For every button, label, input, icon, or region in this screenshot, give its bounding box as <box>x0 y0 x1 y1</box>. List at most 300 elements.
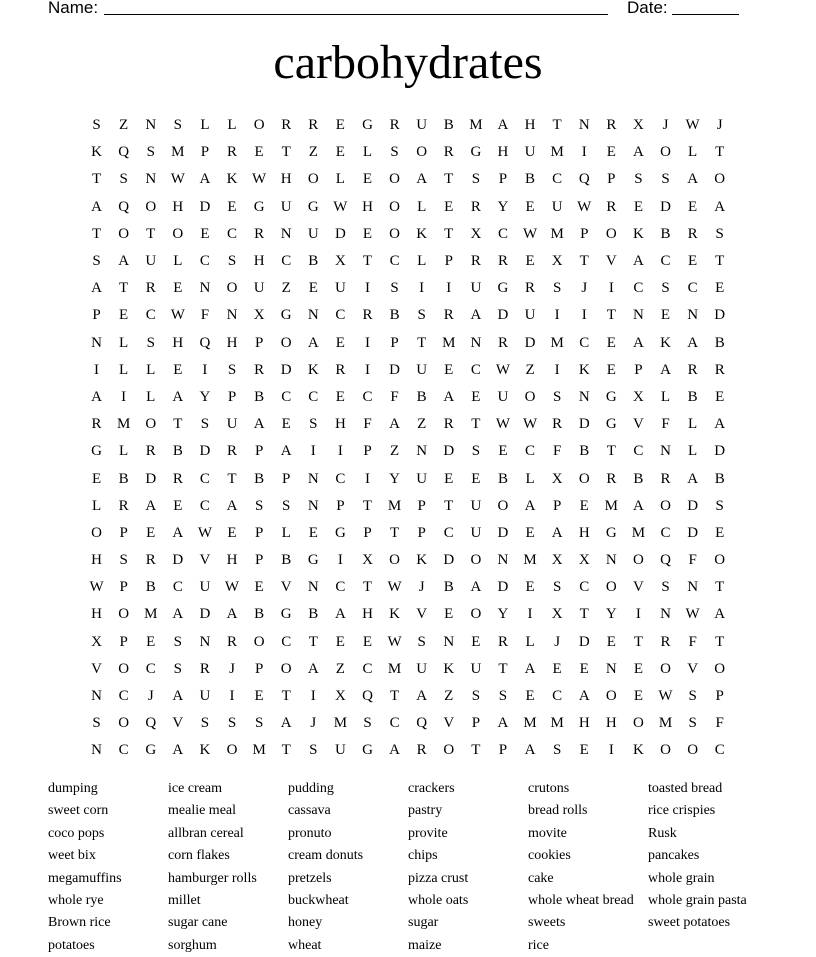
grid-letter[interactable]: N <box>91 334 102 351</box>
grid-letter[interactable]: S <box>92 117 101 134</box>
grid-letter[interactable]: V <box>280 579 292 596</box>
grid-letter[interactable]: M <box>523 552 537 569</box>
grid-letter[interactable]: L <box>227 117 237 134</box>
grid-letter[interactable]: O <box>660 660 671 677</box>
grid-letter[interactable]: O <box>145 198 157 215</box>
grid-letter[interactable]: Z <box>335 660 345 677</box>
grid-letter[interactable]: X <box>334 688 346 705</box>
grid-letter[interactable]: R <box>335 361 346 378</box>
grid-letter[interactable]: C <box>633 280 644 297</box>
grid-letter[interactable]: I <box>608 742 614 759</box>
grid-letter[interactable]: T <box>173 416 183 433</box>
grid-letter[interactable]: T <box>579 253 589 270</box>
grid-letter[interactable]: V <box>633 416 644 433</box>
grid-letter[interactable]: P <box>119 633 128 650</box>
grid-letter[interactable]: I <box>94 361 100 378</box>
grid-letter[interactable]: T <box>633 633 643 650</box>
grid-letter[interactable]: G <box>145 742 157 759</box>
grid-letter[interactable]: O <box>416 144 428 161</box>
grid-letter[interactable]: P <box>282 470 291 487</box>
grid-letter[interactable]: A <box>524 660 536 677</box>
grid-letter[interactable]: G <box>280 606 292 623</box>
grid-letter[interactable]: S <box>661 280 670 297</box>
grid-letter[interactable]: S <box>471 443 481 460</box>
grid-letter[interactable]: B <box>579 443 590 460</box>
grid-letter[interactable]: C <box>579 334 590 351</box>
grid-letter[interactable]: O <box>280 660 292 677</box>
grid-letter[interactable]: T <box>281 144 291 161</box>
grid-letter[interactable]: S <box>417 307 426 324</box>
grid-letter[interactable]: O <box>633 552 644 569</box>
grid-letter[interactable]: S <box>254 715 264 732</box>
grid-letter[interactable]: S <box>92 253 101 270</box>
grid-letter[interactable]: F <box>661 416 670 433</box>
grid-letter[interactable]: L <box>146 361 156 378</box>
grid-letter[interactable]: T <box>498 660 508 677</box>
grid-letter[interactable]: U <box>416 361 428 378</box>
grid-letter[interactable]: I <box>527 606 533 623</box>
grid-letter[interactable]: O <box>91 524 102 541</box>
grid-letter[interactable]: P <box>498 171 508 188</box>
grid-letter[interactable]: M <box>631 524 646 541</box>
grid-letter[interactable]: D <box>714 307 726 324</box>
grid-letter[interactable]: W <box>495 416 511 433</box>
grid-letter[interactable]: W <box>224 579 240 596</box>
grid-letter[interactable]: P <box>715 688 724 705</box>
grid-letter[interactable]: E <box>579 497 589 514</box>
grid-letter[interactable]: E <box>308 524 318 541</box>
grid-letter[interactable]: S <box>173 660 182 677</box>
grid-letter[interactable]: H <box>524 117 536 134</box>
grid-letter[interactable]: S <box>227 715 237 732</box>
grid-letter[interactable]: A <box>389 742 400 759</box>
grid-letter[interactable]: L <box>335 171 345 188</box>
grid-letter[interactable]: P <box>580 225 589 242</box>
grid-letter[interactable]: B <box>308 253 319 270</box>
grid-letter[interactable]: A <box>714 416 726 433</box>
grid-letter[interactable]: E <box>200 225 210 242</box>
grid-letter[interactable]: S <box>119 171 128 188</box>
grid-letter[interactable]: U <box>416 660 428 677</box>
grid-letter[interactable]: S <box>254 497 264 514</box>
grid-letter[interactable]: P <box>227 388 237 405</box>
grid-letter[interactable]: A <box>633 253 644 270</box>
grid-letter[interactable]: Q <box>145 715 157 732</box>
grid-letter[interactable]: T <box>362 579 373 596</box>
grid-letter[interactable]: F <box>363 416 372 433</box>
grid-letter[interactable]: X <box>633 388 644 405</box>
grid-letter[interactable]: L <box>688 416 698 433</box>
grid-letter[interactable]: G <box>605 416 617 433</box>
grid-letter[interactable]: S <box>309 742 318 759</box>
grid-letter[interactable]: P <box>471 715 481 732</box>
grid-letter[interactable]: S <box>552 388 562 405</box>
grid-letter[interactable]: C <box>362 660 373 677</box>
grid-letter[interactable]: E <box>660 307 671 324</box>
grid-letter[interactable]: G <box>91 443 102 460</box>
grid-letter[interactable]: J <box>554 633 561 650</box>
grid-letter[interactable]: Q <box>199 334 211 351</box>
grid-letter[interactable]: X <box>91 633 102 650</box>
grid-letter[interactable]: A <box>524 742 536 759</box>
grid-letter[interactable]: G <box>280 307 292 324</box>
grid-letter[interactable]: A <box>687 334 699 351</box>
grid-letter[interactable]: O <box>714 171 726 188</box>
grid-letter[interactable]: F <box>715 715 724 732</box>
grid-letter[interactable]: R <box>199 660 210 677</box>
grid-letter[interactable]: S <box>688 715 697 732</box>
grid-letter[interactable]: I <box>419 280 425 297</box>
grid-letter[interactable]: E <box>688 253 698 270</box>
grid-letter[interactable]: R <box>118 497 129 514</box>
grid-letter[interactable]: U <box>470 497 482 514</box>
grid-letter[interactable]: S <box>390 144 399 161</box>
grid-letter[interactable]: I <box>364 334 370 351</box>
grid-letter[interactable]: R <box>416 742 427 759</box>
grid-letter[interactable]: J <box>229 660 235 677</box>
grid-letter[interactable]: F <box>688 552 697 569</box>
grid-letter[interactable]: E <box>335 334 345 351</box>
grid-letter[interactable]: L <box>173 253 183 270</box>
grid-letter[interactable]: S <box>227 361 237 378</box>
grid-letter[interactable]: O <box>307 171 319 188</box>
grid-letter[interactable]: E <box>715 388 725 405</box>
grid-letter[interactable]: A <box>578 688 590 705</box>
grid-letter[interactable]: R <box>254 225 265 242</box>
grid-letter[interactable]: G <box>470 144 482 161</box>
grid-letter[interactable]: Y <box>497 198 509 215</box>
grid-letter[interactable]: V <box>172 715 184 732</box>
grid-letter[interactable]: R <box>525 280 536 297</box>
grid-letter[interactable]: O <box>145 416 157 433</box>
grid-letter[interactable]: Q <box>362 688 373 705</box>
grid-letter[interactable]: T <box>552 117 562 134</box>
grid-letter[interactable]: A <box>687 171 699 188</box>
grid-letter[interactable]: S <box>282 497 291 514</box>
grid-letter[interactable]: K <box>389 606 400 623</box>
grid-letter[interactable]: E <box>715 524 725 541</box>
grid-letter[interactable]: H <box>578 715 590 732</box>
grid-letter[interactable]: C <box>281 633 292 650</box>
grid-letter[interactable]: G <box>362 742 373 759</box>
grid-letter[interactable]: L <box>417 253 427 270</box>
grid-letter[interactable]: R <box>552 416 563 433</box>
grid-letter[interactable]: P <box>336 497 345 514</box>
grid-letter[interactable]: C <box>497 225 508 242</box>
grid-letter[interactable]: Z <box>308 144 318 161</box>
grid-letter[interactable]: A <box>118 253 130 270</box>
grid-letter[interactable]: U <box>253 280 265 297</box>
grid-letter[interactable]: M <box>333 715 348 732</box>
grid-letter[interactable]: E <box>606 361 616 378</box>
grid-letter[interactable]: W <box>685 606 700 623</box>
grid-letter[interactable]: O <box>389 171 400 188</box>
grid-letter[interactable]: L <box>91 497 102 514</box>
grid-letter[interactable]: A <box>172 524 184 541</box>
grid-letter[interactable]: K <box>416 225 428 242</box>
grid-letter[interactable]: H <box>362 606 373 623</box>
grid-letter[interactable]: X <box>470 225 482 242</box>
grid-letter[interactable]: X <box>334 253 346 270</box>
grid-letter[interactable]: R <box>91 416 102 433</box>
grid-letter[interactable]: A <box>389 416 400 433</box>
grid-letter[interactable]: T <box>362 497 373 514</box>
grid-letter[interactable]: B <box>714 334 725 351</box>
grid-letter[interactable]: E <box>688 198 698 215</box>
grid-letter[interactable]: D <box>443 443 455 460</box>
grid-letter[interactable]: W <box>495 361 511 378</box>
grid-letter[interactable]: U <box>280 198 292 215</box>
grid-letter[interactable]: O <box>714 552 726 569</box>
grid-letter[interactable]: I <box>310 443 316 460</box>
grid-letter[interactable]: U <box>199 688 211 705</box>
grid-letter[interactable]: E <box>146 524 156 541</box>
grid-letter[interactable]: V <box>687 660 699 677</box>
grid-letter[interactable]: C <box>172 579 183 596</box>
grid-letter[interactable]: N <box>497 552 509 569</box>
grid-letter[interactable]: D <box>497 307 509 324</box>
grid-letter[interactable]: U <box>145 253 157 270</box>
grid-letter[interactable]: O <box>633 715 644 732</box>
grid-letter[interactable]: B <box>254 606 265 623</box>
grid-letter[interactable]: O <box>660 497 671 514</box>
grid-letter[interactable]: O <box>389 225 400 242</box>
grid-letter[interactable]: C <box>714 742 725 759</box>
grid-letter[interactable]: N <box>145 171 157 188</box>
grid-letter[interactable]: T <box>444 225 454 242</box>
grid-letter[interactable]: O <box>497 497 509 514</box>
grid-letter[interactable]: K <box>199 742 211 759</box>
grid-letter[interactable]: R <box>443 416 454 433</box>
grid-letter[interactable]: T <box>119 280 129 297</box>
grid-letter[interactable]: T <box>281 742 291 759</box>
grid-letter[interactable]: I <box>121 388 127 405</box>
grid-letter[interactable]: S <box>417 633 426 650</box>
grid-letter[interactable]: L <box>417 198 427 215</box>
grid-letter[interactable]: N <box>470 334 482 351</box>
grid-letter[interactable]: S <box>119 552 128 569</box>
grid-letter[interactable]: N <box>660 443 671 460</box>
grid-letter[interactable]: F <box>552 443 562 460</box>
grid-letter[interactable]: D <box>199 606 211 623</box>
grid-letter[interactable]: M <box>550 144 564 161</box>
grid-letter[interactable]: I <box>337 443 343 460</box>
grid-letter[interactable]: N <box>633 307 644 324</box>
grid-letter[interactable]: P <box>390 334 399 351</box>
grid-letter[interactable]: L <box>200 117 210 134</box>
grid-letter[interactable]: O <box>226 742 238 759</box>
grid-letter[interactable]: L <box>688 144 698 161</box>
grid-letter[interactable]: B <box>145 579 156 596</box>
grid-letter[interactable]: P <box>363 524 372 541</box>
grid-letter[interactable]: J <box>147 688 154 705</box>
grid-letter[interactable]: E <box>335 388 345 405</box>
grid-letter[interactable]: I <box>364 470 370 487</box>
grid-letter[interactable]: L <box>660 388 671 405</box>
grid-letter[interactable]: V <box>443 715 455 732</box>
grid-letter[interactable]: M <box>550 334 564 351</box>
grid-letter[interactable]: V <box>416 606 428 623</box>
grid-letter[interactable]: J <box>662 117 669 134</box>
grid-letter[interactable]: P <box>607 171 616 188</box>
grid-letter[interactable]: R <box>227 144 238 161</box>
grid-letter[interactable]: G <box>362 117 373 134</box>
grid-letter[interactable]: R <box>389 117 400 134</box>
grid-letter[interactable]: C <box>362 388 373 405</box>
grid-letter[interactable]: P <box>498 742 508 759</box>
grid-letter[interactable]: S <box>173 633 182 650</box>
grid-letter[interactable]: S <box>309 416 318 433</box>
grid-letter[interactable]: J <box>581 280 588 297</box>
grid-letter[interactable]: E <box>227 198 237 215</box>
grid-letter[interactable]: Z <box>525 361 535 378</box>
grid-letter[interactable]: B <box>254 388 265 405</box>
grid-letter[interactable]: V <box>633 579 644 596</box>
grid-letter[interactable]: H <box>226 552 238 569</box>
grid-letter[interactable]: A <box>524 497 536 514</box>
grid-letter[interactable]: N <box>687 307 699 324</box>
grid-letter[interactable]: M <box>252 742 266 759</box>
grid-letter[interactable]: I <box>554 361 560 378</box>
grid-letter[interactable]: A <box>714 198 726 215</box>
grid-letter[interactable]: E <box>362 171 373 188</box>
grid-letter[interactable]: A <box>145 497 157 514</box>
grid-letter[interactable]: G <box>307 198 319 215</box>
grid-letter[interactable]: R <box>687 361 698 378</box>
grid-letter[interactable]: N <box>91 742 102 759</box>
grid-letter[interactable]: C <box>470 361 481 378</box>
grid-letter[interactable]: E <box>335 117 345 134</box>
grid-letter[interactable]: I <box>310 688 316 705</box>
grid-letter[interactable]: N <box>687 579 699 596</box>
grid-letter[interactable]: K <box>307 361 319 378</box>
grid-letter[interactable]: C <box>660 524 671 541</box>
grid-letter[interactable]: F <box>200 307 210 324</box>
grid-letter[interactable]: A <box>172 606 184 623</box>
grid-letter[interactable]: T <box>417 334 427 351</box>
grid-letter[interactable]: O <box>605 225 617 242</box>
grid-letter[interactable]: C <box>199 470 210 487</box>
grid-letter[interactable]: H <box>91 552 102 569</box>
grid-letter[interactable]: P <box>254 552 264 569</box>
grid-letter[interactable]: S <box>363 715 372 732</box>
grid-letter[interactable]: M <box>144 606 158 623</box>
grid-letter[interactable]: W <box>577 198 592 215</box>
grid-letter[interactable]: O <box>524 388 536 405</box>
grid-letter[interactable]: C <box>687 280 698 297</box>
grid-letter[interactable]: Z <box>281 280 291 297</box>
grid-letter[interactable]: W <box>170 307 185 324</box>
grid-letter[interactable]: D <box>199 443 211 460</box>
grid-letter[interactable]: M <box>387 660 402 677</box>
grid-letter[interactable]: M <box>442 334 456 351</box>
grid-letter[interactable]: E <box>91 470 102 487</box>
grid-letter[interactable]: B <box>416 388 427 405</box>
grid-letter[interactable]: E <box>444 606 454 623</box>
grid-letter[interactable]: R <box>308 117 319 134</box>
grid-letter[interactable]: B <box>497 470 508 487</box>
grid-letter[interactable]: I <box>202 361 208 378</box>
grid-letter[interactable]: A <box>497 117 509 134</box>
grid-letter[interactable]: S <box>146 334 155 351</box>
grid-letter[interactable]: W <box>170 171 185 188</box>
grid-letter[interactable]: X <box>551 606 563 623</box>
grid-letter[interactable]: N <box>578 388 590 405</box>
grid-letter[interactable]: S <box>200 416 210 433</box>
grid-letter[interactable]: C <box>552 688 563 705</box>
grid-letter[interactable]: O <box>253 117 265 134</box>
grid-letter[interactable]: E <box>715 280 725 297</box>
grid-letter[interactable]: N <box>307 307 319 324</box>
grid-letter[interactable]: E <box>471 388 481 405</box>
grid-letter[interactable]: D <box>389 361 400 378</box>
grid-letter[interactable]: T <box>606 307 616 324</box>
grid-letter[interactable]: U <box>334 742 346 759</box>
grid-letter[interactable]: K <box>443 660 455 677</box>
grid-letter[interactable]: T <box>146 225 156 242</box>
grid-letter[interactable]: Z <box>119 117 129 134</box>
grid-letter[interactable]: S <box>200 715 210 732</box>
grid-letter[interactable]: T <box>444 171 454 188</box>
grid-letter[interactable]: D <box>443 552 455 569</box>
grid-letter[interactable]: A <box>307 660 319 677</box>
grid-letter[interactable]: E <box>525 579 535 596</box>
grid-letter[interactable]: P <box>634 361 643 378</box>
grid-letter[interactable]: A <box>226 606 238 623</box>
grid-letter[interactable]: E <box>254 144 264 161</box>
grid-letter[interactable]: S <box>146 144 155 161</box>
grid-letter[interactable]: U <box>551 198 563 215</box>
grid-letter[interactable]: R <box>606 117 617 134</box>
grid-letter[interactable]: R <box>227 443 238 460</box>
grid-letter[interactable]: T <box>91 171 102 188</box>
grid-letter[interactable]: I <box>364 280 370 297</box>
grid-letter[interactable]: T <box>281 688 291 705</box>
grid-letter[interactable]: P <box>254 443 264 460</box>
grid-letter[interactable]: O <box>470 606 482 623</box>
grid-letter[interactable]: K <box>91 144 102 161</box>
grid-letter[interactable]: O <box>118 225 130 242</box>
grid-letter[interactable]: R <box>660 470 671 487</box>
grid-letter[interactable]: P <box>254 660 264 677</box>
grid-letter[interactable]: X <box>551 552 563 569</box>
grid-letter[interactable]: M <box>550 225 564 242</box>
grid-letter[interactable]: A <box>91 388 102 405</box>
grid-letter[interactable]: N <box>416 443 428 460</box>
grid-letter[interactable]: F <box>390 388 399 405</box>
grid-letter[interactable]: C <box>199 497 210 514</box>
grid-letter[interactable]: A <box>172 742 184 759</box>
grid-letter[interactable]: A <box>633 334 644 351</box>
grid-letter[interactable]: C <box>145 307 156 324</box>
grid-letter[interactable]: E <box>525 253 535 270</box>
grid-letter[interactable]: S <box>715 225 724 242</box>
grid-letter[interactable]: C <box>145 660 156 677</box>
grid-letter[interactable]: A <box>714 606 726 623</box>
grid-letter[interactable]: D <box>145 470 157 487</box>
grid-letter[interactable]: S <box>471 688 481 705</box>
grid-letter[interactable]: L <box>119 361 129 378</box>
grid-letter[interactable]: D <box>687 497 699 514</box>
grid-letter[interactable]: L <box>525 470 535 487</box>
grid-letter[interactable]: S <box>552 579 562 596</box>
grid-letter[interactable]: G <box>497 280 509 297</box>
grid-letter[interactable]: E <box>633 688 643 705</box>
grid-letter[interactable]: T <box>715 633 725 650</box>
grid-letter[interactable]: O <box>443 742 455 759</box>
grid-letter[interactable]: U <box>307 225 319 242</box>
grid-letter[interactable]: R <box>145 443 156 460</box>
